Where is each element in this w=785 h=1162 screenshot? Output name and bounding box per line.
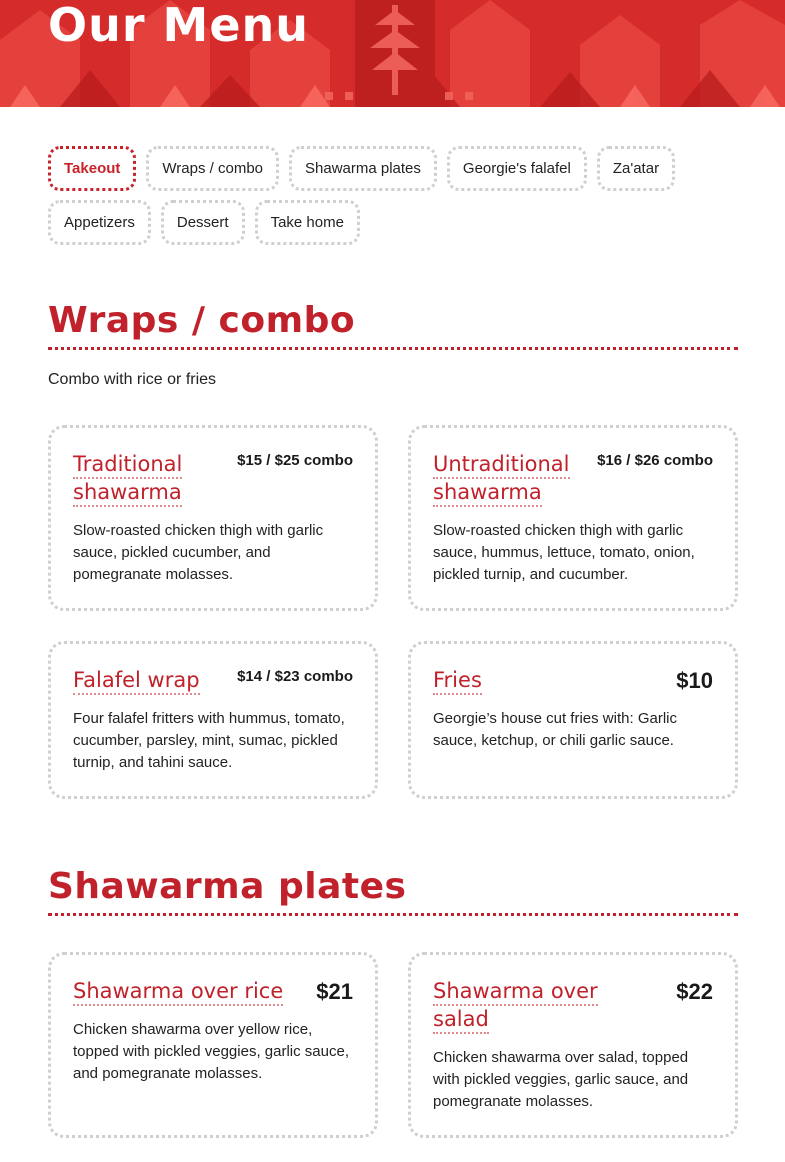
menu-item-name: Traditional shawarma (73, 450, 182, 506)
section-description: Combo with rice or fries (48, 371, 217, 388)
menu-item-card[interactable] (48, 952, 378, 1138)
section-title-wraps-combo: Wraps / combo (48, 300, 738, 350)
menu-item-price: $21 (316, 979, 353, 1004)
menu-item-card[interactable] (48, 425, 378, 611)
chip-wraps-combo[interactable]: Wraps / combo (146, 146, 279, 191)
menu-item-price: $10 (676, 668, 713, 693)
chip-appetizers[interactable]: Appetizers (48, 200, 151, 245)
page-title: Our Menu (48, 0, 310, 52)
menu-item-price: $14 / $23 combo (237, 668, 353, 685)
chip-take-home[interactable]: Take home (255, 200, 360, 245)
menu-item-description: Four falafel fritters with hummus, tomato, cucumber, parsley, mint, sumac, pickled turnip, and tahini sauce. (73, 710, 345, 771)
category-filter (48, 146, 738, 254)
menu-item-card[interactable] (408, 641, 738, 799)
chip-dessert[interactable]: Dessert (161, 200, 245, 245)
chip-zaatar[interactable]: Za'atar (597, 146, 675, 191)
chip-row (48, 146, 738, 191)
chip-takeout[interactable]: Takeout (48, 146, 136, 191)
chip-row (48, 200, 738, 245)
menu-item-name: Untraditional shawarma (433, 450, 570, 506)
menu-item-description: Chicken shawarma over yellow rice, topped with pickled veggies, garlic sauce, and pomegranate molasses. (73, 1021, 349, 1082)
menu-item-price: $22 (676, 979, 713, 1004)
menu-item-name: Fries (433, 666, 482, 694)
section-title-shawarma-plates: Shawarma plates (48, 866, 738, 916)
chip-shawarma-plates[interactable]: Shawarma plates (289, 146, 437, 191)
chip-georgies-falafel[interactable]: Georgie's falafel (447, 146, 587, 191)
menu-item-card[interactable] (408, 952, 738, 1138)
menu-item-price: $15 / $25 combo (237, 452, 353, 469)
menu-item-card[interactable] (408, 425, 738, 611)
menu-item-description: Chicken shawarma over salad, topped with pickled veggies, garlic sauce, and pomegranate molasses. (433, 1049, 689, 1110)
menu-item-card[interactable] (48, 641, 378, 799)
menu-item-name: Shawarma over salad (433, 977, 598, 1033)
menu-item-name: Shawarma over rice (73, 977, 283, 1005)
menu-item-description: Georgie’s house cut fries with: Garlic sauce, ketchup, or chili garlic sauce. (433, 710, 677, 749)
menu-item-description: Slow-roasted chicken thigh with garlic sauce, pickled cucumber, and pomegranate molasses. (73, 522, 324, 583)
header-banner (0, 0, 785, 107)
menu-item-name: Falafel wrap (73, 666, 200, 694)
menu-item-price: $16 / $26 combo (597, 452, 713, 469)
menu-item-description: Slow-roasted chicken thigh with garlic sauce, hummus, lettuce, tomato, onion, pickled turnip, and cucumber. (433, 522, 695, 583)
